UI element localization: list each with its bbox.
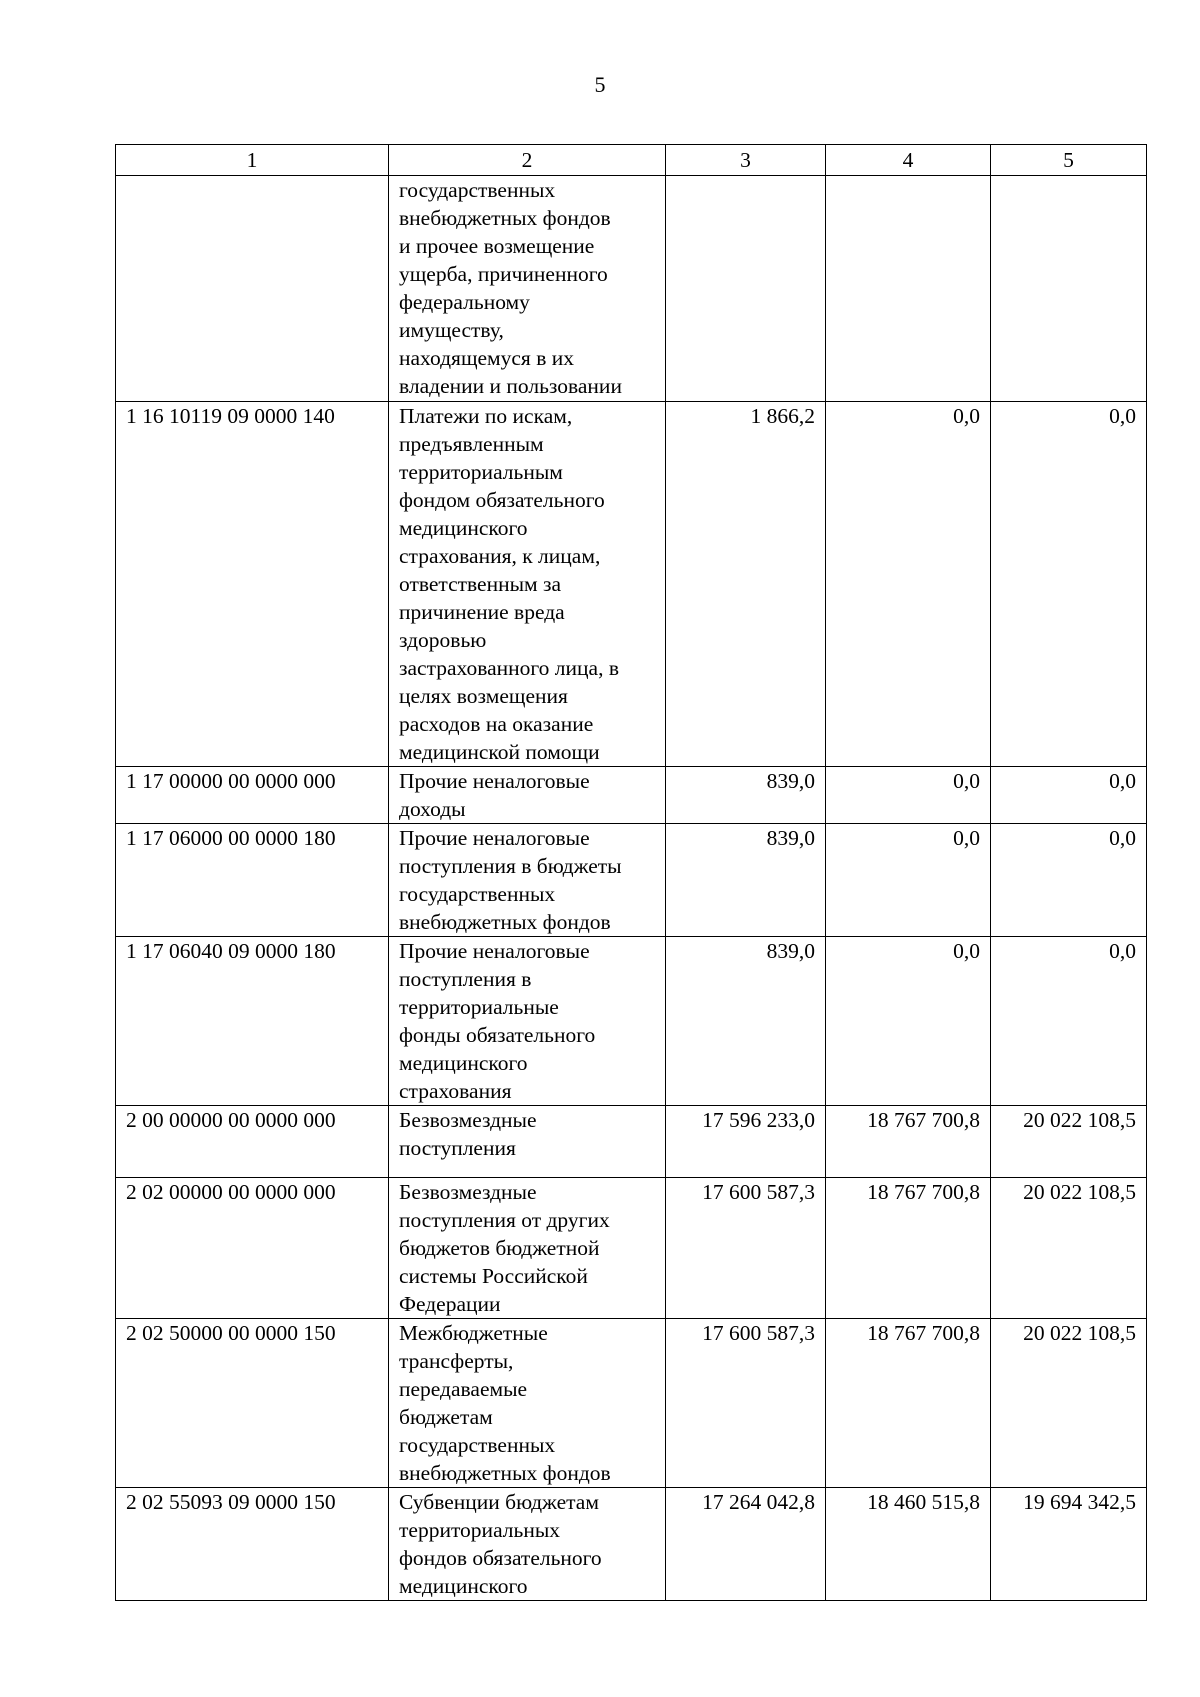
income-name-line: территориальным — [399, 460, 563, 484]
income-name-line: поступления в бюджеты — [399, 854, 622, 878]
income-name-line: государственных — [399, 1433, 556, 1457]
budget-code-cell: 2 02 50000 00 0000 150 — [116, 1319, 389, 1488]
amount-cell-col5: 0,0 — [991, 937, 1147, 1106]
amount-cell-col4: 0,0 — [826, 402, 991, 767]
table-row — [116, 1319, 1147, 1488]
income-name-line: передаваемые — [399, 1377, 528, 1401]
budget-code-cell: 1 16 10119 09 0000 140 — [116, 402, 389, 767]
income-name-line: Субвенции бюджетам — [399, 1490, 599, 1514]
income-name-line: внебюджетных фондов — [399, 1461, 611, 1485]
income-name-line: причинение вреда — [399, 600, 565, 624]
income-name-line: системы Российской — [399, 1264, 588, 1288]
income-name-line: территориальных — [399, 1518, 561, 1542]
column-number-2: 2 — [389, 145, 666, 176]
income-name-line: медицинской помощи — [399, 740, 600, 764]
income-name-line: застрахованного лица, в — [399, 656, 619, 680]
income-name-line: страхования, к лицам, — [399, 544, 601, 568]
income-name-cell — [389, 767, 666, 824]
table-row — [116, 1106, 1147, 1178]
income-name-line: Федерации — [399, 1292, 501, 1316]
income-name-line: находящемуся в их — [399, 346, 574, 370]
income-name-cell — [389, 937, 666, 1106]
income-name-line: имуществу, — [399, 318, 504, 342]
income-name-line: трансферты, — [399, 1349, 514, 1373]
income-name-line: поступления от других — [399, 1208, 610, 1232]
table-row — [116, 767, 1147, 824]
amount-cell-col3: 839,0 — [666, 824, 826, 937]
income-name-line: целях возмещения — [399, 684, 568, 708]
income-name-cell — [389, 176, 666, 402]
amount-cell-col3: 839,0 — [666, 767, 826, 824]
amount-cell-col4: 0,0 — [826, 767, 991, 824]
amount-cell-col4: 18 767 700,8 — [826, 1319, 991, 1488]
amount-cell-col5: 19 694 342,5 — [991, 1488, 1147, 1601]
income-name-line: фондом обязательного — [399, 488, 605, 512]
income-name-line: владении и пользовании — [399, 374, 622, 398]
income-name-line: расходов на оказание — [399, 712, 594, 736]
income-name-line: внебюджетных фондов — [399, 910, 611, 934]
income-name-line: ущерба, причиненного — [399, 262, 608, 286]
amount-cell-col5: 0,0 — [991, 824, 1147, 937]
amount-cell-col3: 17 264 042,8 — [666, 1488, 826, 1601]
income-name-cell — [389, 402, 666, 767]
amount-cell-col5: 20 022 108,5 — [991, 1319, 1147, 1488]
income-name-cell — [389, 1319, 666, 1488]
income-name-line: Прочие неналоговые — [399, 826, 590, 850]
table-row — [116, 1178, 1147, 1319]
table-row — [116, 824, 1147, 937]
amount-cell-col5 — [991, 176, 1147, 402]
income-name-line: предъявленным — [399, 432, 544, 456]
income-name-line: поступления — [399, 1136, 516, 1160]
amount-cell-col3: 17 600 587,3 — [666, 1178, 826, 1319]
budget-table-body — [116, 145, 1147, 1601]
column-number-4: 4 — [826, 145, 991, 176]
column-number-3: 3 — [666, 145, 826, 176]
income-name-line: государственных — [399, 178, 556, 202]
amount-cell-col3 — [666, 176, 826, 402]
budget-code-cell: 2 00 00000 00 0000 000 — [116, 1106, 389, 1178]
budget-code-cell: 1 17 06000 00 0000 180 — [116, 824, 389, 937]
income-name-line: фондов обязательного — [399, 1546, 602, 1570]
income-name-line: федеральному — [399, 290, 530, 314]
amount-cell-col5: 0,0 — [991, 402, 1147, 767]
amount-cell-col4: 18 460 515,8 — [826, 1488, 991, 1601]
budget-code-cell: 1 17 00000 00 0000 000 — [116, 767, 389, 824]
amount-cell-col5: 0,0 — [991, 767, 1147, 824]
income-name-cell — [389, 1178, 666, 1319]
income-name-line: Безвозмездные — [399, 1180, 537, 1204]
column-number-1: 1 — [116, 145, 389, 176]
amount-cell-col5: 20 022 108,5 — [991, 1106, 1147, 1178]
income-name-line: Безвозмездные — [399, 1108, 537, 1132]
amount-cell-col4: 18 767 700,8 — [826, 1106, 991, 1178]
income-name-line: бюджетов бюджетной — [399, 1236, 600, 1260]
table-row — [116, 1488, 1147, 1601]
page-number: 5 — [594, 72, 606, 97]
column-number-5: 5 — [991, 145, 1147, 176]
income-name-line: Прочие неналоговые — [399, 769, 590, 793]
amount-cell-col3: 839,0 — [666, 937, 826, 1106]
income-name-line: медицинского — [399, 1574, 528, 1598]
table-row — [116, 176, 1147, 402]
amount-cell-col4: 0,0 — [826, 937, 991, 1106]
budget-code-cell: 1 17 06040 09 0000 180 — [116, 937, 389, 1106]
amount-cell-col3: 1 866,2 — [666, 402, 826, 767]
income-name-line: и прочее возмещение — [399, 234, 595, 258]
income-name-cell — [389, 824, 666, 937]
amount-cell-col5: 20 022 108,5 — [991, 1178, 1147, 1319]
amount-cell-col3: 17 600 587,3 — [666, 1319, 826, 1488]
income-name-line: поступления в — [399, 967, 532, 991]
income-name-cell — [389, 1488, 666, 1601]
income-name-line: государственных — [399, 882, 556, 906]
income-name-line: медицинского — [399, 516, 528, 540]
amount-cell-col4: 0,0 — [826, 824, 991, 937]
budget-code-cell: 2 02 00000 00 0000 000 — [116, 1178, 389, 1319]
income-name-line: территориальные — [399, 995, 559, 1019]
amount-cell-col4: 18 767 700,8 — [826, 1178, 991, 1319]
table-row — [116, 402, 1147, 767]
income-name-line: внебюджетных фондов — [399, 206, 611, 230]
income-name-line: медицинского — [399, 1051, 528, 1075]
income-name-line: бюджетам — [399, 1405, 493, 1429]
column-number-row — [116, 145, 1147, 176]
budget-code-cell: 2 02 55093 09 0000 150 — [116, 1488, 389, 1601]
income-name-cell — [389, 1106, 666, 1178]
table-row — [116, 937, 1147, 1106]
amount-cell-col4 — [826, 176, 991, 402]
income-name-line: Прочие неналоговые — [399, 939, 590, 963]
budget-code-cell — [116, 176, 389, 402]
income-name-line: страхования — [399, 1079, 512, 1103]
income-name-line: Межбюджетные — [399, 1321, 548, 1345]
income-name-line: ответственным за — [399, 572, 562, 596]
amount-cell-col3: 17 596 233,0 — [666, 1106, 826, 1178]
budget-table — [115, 144, 1147, 1601]
income-name-line: здоровью — [399, 628, 487, 652]
income-name-line: фонды обязательного — [399, 1023, 596, 1047]
income-name-line: Платежи по искам, — [399, 404, 573, 428]
income-name-line: доходы — [399, 797, 466, 821]
